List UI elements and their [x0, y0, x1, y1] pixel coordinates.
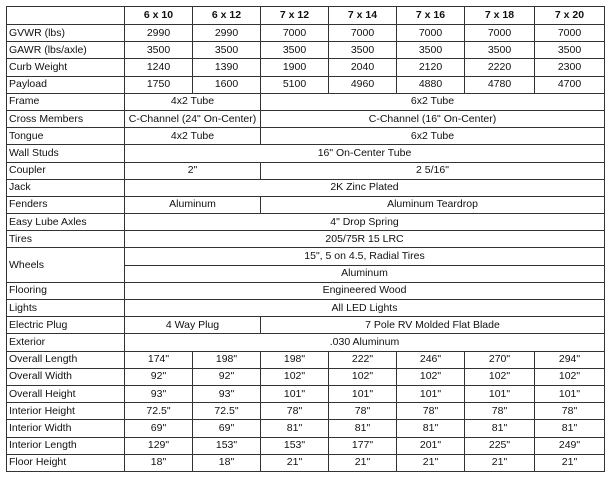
row-label: Interior Length: [7, 437, 125, 454]
cell: 102": [535, 368, 605, 385]
cell: 101": [261, 385, 329, 402]
table-row: [7, 179, 605, 196]
row-label: Wheels: [7, 248, 125, 282]
cell: 92": [193, 368, 261, 385]
cell: 81": [261, 420, 329, 437]
cell: 198": [193, 351, 261, 368]
cell: 5100: [261, 76, 329, 93]
cell: 21": [261, 454, 329, 471]
row-label: Flooring: [7, 282, 125, 299]
row-label: Jack: [7, 179, 125, 196]
cell: 2120: [397, 59, 465, 76]
table-row: [7, 437, 605, 454]
cell: 2300: [535, 59, 605, 76]
header-cell: 7 x 20: [535, 7, 605, 25]
cell: 69": [193, 420, 261, 437]
cell: 4700: [535, 76, 605, 93]
cell: 2990: [125, 25, 193, 42]
cell: 81": [397, 420, 465, 437]
row-label: Payload: [7, 76, 125, 93]
cell: 3500: [465, 42, 535, 59]
cell: 7000: [397, 25, 465, 42]
row-label: Overall Length: [7, 351, 125, 368]
row-label: Tires: [7, 231, 125, 248]
cell: 153": [261, 437, 329, 454]
cell: 102": [329, 368, 397, 385]
cell: 1750: [125, 76, 193, 93]
cell: 102": [397, 368, 465, 385]
row-label: Frame: [7, 93, 125, 110]
table-row: [7, 76, 605, 93]
cell: 1390: [193, 59, 261, 76]
cell: 1240: [125, 59, 193, 76]
cell: 102": [465, 368, 535, 385]
table-row: [7, 420, 605, 437]
cell: 18": [125, 454, 193, 471]
row-label: Curb Weight: [7, 59, 125, 76]
cell: 2040: [329, 59, 397, 76]
table-row: [7, 59, 605, 76]
cell: 81": [535, 420, 605, 437]
table-row: [7, 128, 605, 145]
cell: 246": [397, 351, 465, 368]
row-label: Interior Height: [7, 403, 125, 420]
table-row: [7, 42, 605, 59]
cell: 2990: [193, 25, 261, 42]
cell: 72.5": [125, 403, 193, 420]
row-label: Overall Width: [7, 368, 125, 385]
cell: 81": [465, 420, 535, 437]
cell: 2220: [465, 59, 535, 76]
cell: 174": [125, 351, 193, 368]
table-row: [7, 145, 605, 162]
row-label: Cross Members: [7, 110, 125, 127]
header-cell: 6 x 10: [125, 7, 193, 25]
cell: .030 Aluminum: [125, 334, 605, 351]
cell: 198": [261, 351, 329, 368]
trailer-spec-table: [6, 6, 605, 472]
cell: Aluminum: [125, 265, 605, 282]
cell: 21": [329, 454, 397, 471]
cell: 294": [535, 351, 605, 368]
table-row: [7, 110, 605, 127]
table-row: [7, 231, 605, 248]
cell: 4x2 Tube: [125, 93, 261, 110]
cell: 3500: [261, 42, 329, 59]
row-label: Fenders: [7, 196, 125, 213]
cell: 72.5": [193, 403, 261, 420]
cell: C-Channel (24" On-Center): [125, 110, 261, 127]
cell: 78": [261, 403, 329, 420]
cell: All LED Lights: [125, 300, 605, 317]
cell: Aluminum Teardrop: [261, 196, 605, 213]
row-label: Coupler: [7, 162, 125, 179]
cell: 102": [261, 368, 329, 385]
row-label: Easy Lube Axles: [7, 214, 125, 231]
cell: 92": [125, 368, 193, 385]
header-cell: [7, 7, 125, 25]
row-label: GVWR (lbs): [7, 25, 125, 42]
table-row: [7, 403, 605, 420]
cell: 93": [193, 385, 261, 402]
cell: 4780: [465, 76, 535, 93]
table-row: [7, 351, 605, 368]
table-row: [7, 300, 605, 317]
header-row: [7, 7, 605, 25]
cell: 1900: [261, 59, 329, 76]
table-row: [7, 334, 605, 351]
row-label: Lights: [7, 300, 125, 317]
cell: 7000: [535, 25, 605, 42]
cell: 78": [535, 403, 605, 420]
cell: 3500: [535, 42, 605, 59]
row-label: GAWR (lbs/axle): [7, 42, 125, 59]
table-row: [7, 162, 605, 179]
cell: 4960: [329, 76, 397, 93]
row-label: Floor Height: [7, 454, 125, 471]
cell: 129": [125, 437, 193, 454]
table-row: [7, 25, 605, 42]
cell: 1600: [193, 76, 261, 93]
row-label: Tongue: [7, 128, 125, 145]
cell: 205/75R 15 LRC: [125, 231, 605, 248]
header-cell: 7 x 12: [261, 7, 329, 25]
cell: 78": [465, 403, 535, 420]
cell: 4880: [397, 76, 465, 93]
cell: 3500: [329, 42, 397, 59]
cell: 18": [193, 454, 261, 471]
cell: 2": [125, 162, 261, 179]
cell: 101": [465, 385, 535, 402]
table-row: [7, 317, 605, 334]
cell: 93": [125, 385, 193, 402]
header-cell: 7 x 14: [329, 7, 397, 25]
table-row: [7, 368, 605, 385]
cell: 153": [193, 437, 261, 454]
cell: 222": [329, 351, 397, 368]
cell: 4x2 Tube: [125, 128, 261, 145]
cell: Aluminum: [125, 196, 261, 213]
table-row: [7, 93, 605, 110]
cell: 249": [535, 437, 605, 454]
cell: 69": [125, 420, 193, 437]
table-row: [7, 282, 605, 299]
cell: 2K Zinc Plated: [125, 179, 605, 196]
cell: 21": [465, 454, 535, 471]
table-row: [7, 385, 605, 402]
table-row: [7, 214, 605, 231]
row-label: Electric Plug: [7, 317, 125, 334]
cell: 225": [465, 437, 535, 454]
cell: 101": [397, 385, 465, 402]
cell: 4" Drop Spring: [125, 214, 605, 231]
table-row: [7, 196, 605, 213]
cell: 78": [329, 403, 397, 420]
cell: 6x2 Tube: [261, 93, 605, 110]
row-label: Exterior: [7, 334, 125, 351]
cell: 270": [465, 351, 535, 368]
table-row: [7, 248, 605, 265]
cell: 15", 5 on 4.5, Radial Tires: [125, 248, 605, 265]
cell: C-Channel (16" On-Center): [261, 110, 605, 127]
cell: 21": [397, 454, 465, 471]
cell: 3500: [397, 42, 465, 59]
cell: 7000: [329, 25, 397, 42]
cell: 3500: [125, 42, 193, 59]
cell: 177": [329, 437, 397, 454]
cell: 101": [329, 385, 397, 402]
row-label: Interior Width: [7, 420, 125, 437]
cell: 4 Way Plug: [125, 317, 261, 334]
spec-table-container: [6, 6, 604, 472]
table-row: [7, 454, 605, 471]
cell: 7000: [465, 25, 535, 42]
row-label: Wall Studs: [7, 145, 125, 162]
cell: 78": [397, 403, 465, 420]
cell: Engineered Wood: [125, 282, 605, 299]
cell: 16" On-Center Tube: [125, 145, 605, 162]
header-cell: 7 x 16: [397, 7, 465, 25]
cell: 7000: [261, 25, 329, 42]
cell: 101": [535, 385, 605, 402]
header-cell: 6 x 12: [193, 7, 261, 25]
cell: 6x2 Tube: [261, 128, 605, 145]
header-cell: 7 x 18: [465, 7, 535, 25]
row-label: Overall Height: [7, 385, 125, 402]
cell: 81": [329, 420, 397, 437]
cell: 7 Pole RV Molded Flat Blade: [261, 317, 605, 334]
cell: 201": [397, 437, 465, 454]
cell: 3500: [193, 42, 261, 59]
cell: 21": [535, 454, 605, 471]
cell: 2 5/16": [261, 162, 605, 179]
